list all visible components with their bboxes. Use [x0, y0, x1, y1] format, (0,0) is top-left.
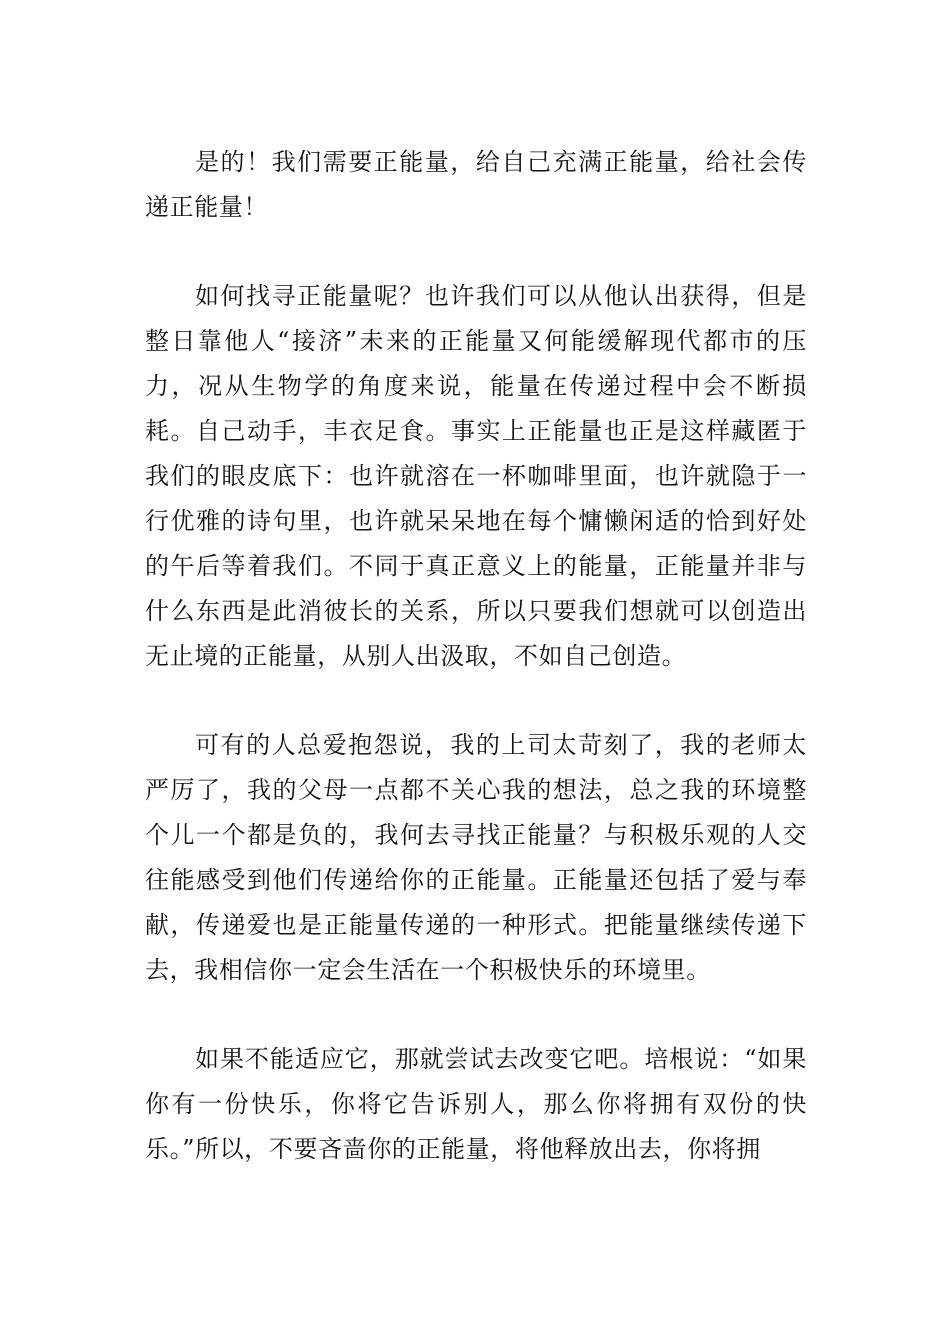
document-body [145, 140, 807, 1172]
paragraph-1: 是的！我们需要正能量，给自己充满正能量，给社会传递正能量！ [145, 148, 807, 221]
paragraph-2: 如何找寻正能量呢？也许我们可以从他认出获得，但是整日靠他人“接济”未来的正能量又何能缓解现代都市的压力，况从生物学的角度来说，能量在传递过程中会不断损耗。自己动手，丰衣足食。事实上正能量也正是这样藏匿于我们的眼皮底下：也许就溶在一杯咖啡里面，也许就隐于一行优雅的诗句里，也许就呆呆地在每个慵懒闲适的恰到好处的午后等着我们。不同于真正意义上的能量，正能量并非与什么东西是此消彼长的关系，所以只要我们想就可以创造出无止境的正能量，从别人出汲取，不如自己创造。 [145, 282, 807, 670]
paragraph-3: 可有的人总爱抱怨说，我的上司太苛刻了，我的老师太严厉了，我的父母一点都不关心我的想法，总之我的环境整个儿一个都是负的，我何去寻找正能量？与积极乐观的人交往能感受到他们传递给你的正能量。正能量还包括了爱与奉献，传递爱也是正能量传递的一种形式。把能量继续传递下去，我相信你一定会生活在一个积极快乐的环境里。 [145, 731, 807, 984]
paragraph-4: 如果不能适应它，那就尝试去改变它吧。培根说：“如果你有一份快乐，你将它告诉别人，那么你将拥有双份的快乐。”所以，不要吝啬你的正能量，将他释放出去，你将拥 [145, 1045, 807, 1163]
